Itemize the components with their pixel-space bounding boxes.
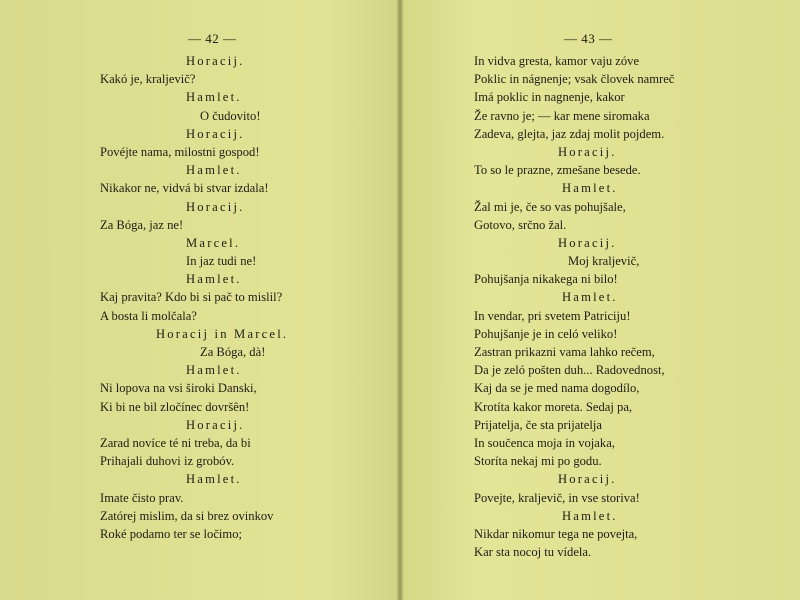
speaker-name: Horacij. — [558, 144, 617, 159]
verse-line: Ni lopova na vsi široki Danski, — [100, 381, 257, 396]
verse-line: In jaz tudi ne! — [186, 254, 257, 269]
verse-line: Za Bóga, dà! — [200, 345, 266, 359]
speaker-name: Hamlet. — [562, 290, 618, 305]
verse-line: Kar sta nocoj tu vídela. — [474, 545, 592, 560]
speaker-name: Hamlet. — [562, 181, 618, 196]
verse-line: Prihajali duhovi iz grobóv. — [100, 454, 235, 469]
verse-line: Že ravno je; — kar mene siromaka — [474, 108, 650, 123]
speaker-name: Hamlet. — [186, 90, 242, 105]
speaker-name: Horacij. — [186, 417, 245, 432]
verse-line: Imate čisto prav. — [100, 490, 184, 505]
verse-line: Krotíta kakor moreta. Sedaj pa, — [474, 399, 633, 414]
speaker-name: Hamlet. — [186, 363, 242, 378]
verse-line: Da je zeló pošten duh... Radovednost, — [474, 363, 665, 378]
verse-line: Zastran prikazni vama lahko rečem, — [474, 345, 655, 359]
verse-line: In vidva gresta, kamor vaju zóve — [474, 54, 640, 68]
speaker-name: Hamlet. — [186, 163, 242, 178]
verse-line: Storíta nekaj mi po godu. — [474, 454, 602, 469]
speaker-name: Horacij. — [186, 126, 245, 141]
verse-line: Imá poklic in nagnenje, kakor — [474, 90, 625, 105]
speaker-name: Horacij in Marcel. — [156, 326, 289, 341]
verse-line: Nikdar nikomur tega ne povejta, — [474, 526, 638, 541]
verse-line: Gotovo, srčno žal. — [474, 217, 567, 232]
speaker-name: Marcel. — [186, 235, 241, 250]
speaker-name: Horacij. — [186, 54, 245, 68]
verse-line: Prijatelja, če sta prijatelja — [474, 417, 602, 432]
verse-line: Pohujšanje je in celó veliko! — [474, 326, 618, 341]
speaker-name: Horacij. — [186, 199, 245, 214]
right-page-text — [474, 52, 774, 561]
page-number-right: — 43 — — [564, 31, 613, 46]
left-page-text — [100, 52, 360, 543]
verse-line: To so le prazne, zmešane besede. — [474, 163, 641, 178]
verse-line: Pohujšanja nikakega ni bilo! — [474, 272, 618, 287]
speaker-name: Hamlet. — [186, 272, 242, 287]
verse-line: Kaj da se je med nama dogodílo, — [474, 381, 640, 396]
verse-line: Povéjte nama, milostni gospod! — [100, 144, 260, 159]
speaker-name: Hamlet. — [562, 508, 618, 523]
verse-line: Poklic in nágnenje; vsak človek namreč — [474, 72, 675, 87]
verse-line: A bosta li molčala? — [100, 308, 197, 323]
verse-line: Zarad novíce té ni treba, da bi — [100, 435, 251, 450]
verse-line: Kakó je, kraljevič? — [100, 72, 196, 87]
verse-line: Nikakor ne, vidvá bi stvar izdala! — [100, 181, 269, 196]
verse-line: In vendar, pri svetem Patriciju! — [474, 308, 631, 323]
verse-line: Roké podamo ter se ločimo; — [100, 526, 242, 541]
speaker-name: Hamlet. — [186, 472, 242, 487]
right-page — [402, 0, 800, 600]
verse-line: Ki bi ne bil zločínec dovršên! — [100, 399, 250, 414]
verse-line: In součenca moja in vojaka, — [474, 435, 615, 450]
left-page — [0, 0, 398, 600]
verse-line: Zadeva, glejta, jaz zdaj molit pojdem. — [474, 126, 665, 141]
verse-line: Moj kraljevič, — [568, 254, 640, 269]
verse-line: Povejte, kraljevič, in vse storiva! — [474, 490, 640, 505]
page-number-left: — 42 — — [188, 31, 237, 46]
verse-line: Kaj pravita? Kdo bi si pač to mislil? — [100, 290, 283, 305]
speaker-name: Horacij. — [558, 472, 617, 487]
verse-line: O čudovito! — [200, 108, 261, 123]
verse-line: Za Bóga, jaz ne! — [100, 217, 184, 232]
verse-line: Zatórej mislim, da si brez ovinkov — [100, 508, 274, 523]
verse-line: Žal mi je, če so vas pohujšale, — [474, 199, 626, 214]
speaker-name: Horacij. — [558, 235, 617, 250]
